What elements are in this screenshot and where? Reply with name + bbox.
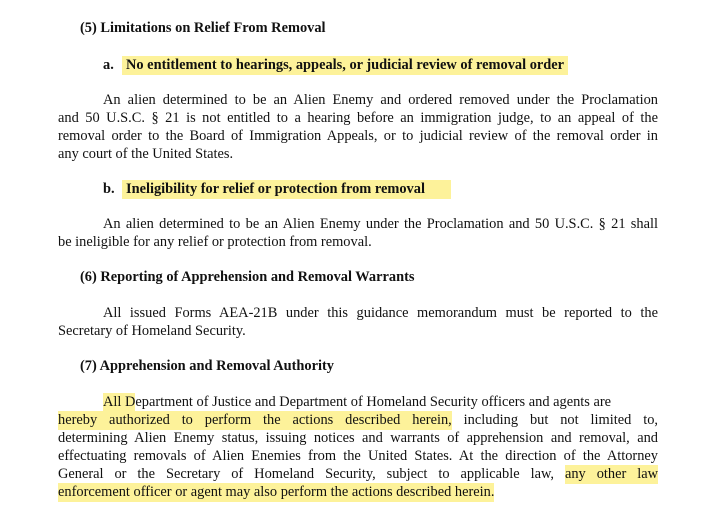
paragraph-6-line-2: Secretary of Homeland Security. — [58, 323, 246, 339]
paragraph-7-line-4: effectuating removals of Alien Enemies from the United States. At the direction of the Attorney — [58, 448, 658, 464]
highlighted-text: enforcement officer or agent may also perform the actions described herein. — [58, 484, 495, 500]
highlighted-text: any other law — [564, 466, 658, 482]
paragraph-7-line-5 — [58, 466, 658, 483]
paragraph-a-line-1: An alien determined to be an Alien Enemy and ordered removed under the Proclamation — [103, 92, 658, 108]
section-7-heading: (7) Apprehension and Removal Authority — [80, 358, 334, 374]
paragraph-6-line-1: All issued Forms AEA-21B under this guidance memorandum must be reported to the — [103, 305, 658, 321]
subsection-a-title — [126, 57, 568, 74]
paragraph-7-line-3: determining Alien Enemy status, issuing notices and warrants of apprehension and removal, and — [58, 430, 658, 446]
highlighted-text: No entitlement to hearings, appeals, or judicial review of removal order — [122, 56, 568, 75]
section-5-heading: (5) Limitations on Relief From Removal — [80, 20, 326, 36]
paragraph-b-line-2: be ineligible for any relief or protection from removal. — [58, 234, 372, 250]
subsection-a-label: a. — [103, 57, 114, 73]
plain-text: epartment of Justice and Department of Homeland Security officers and agents are — [135, 394, 612, 410]
paragraph-b-line-1: An alien determined to be an Alien Enemy under the Proclamation and 50 U.S.C. § 21 shall — [103, 216, 658, 232]
paragraph-7-line-1 — [103, 394, 658, 411]
subsection-b-title — [126, 181, 451, 198]
plain-text: including but not limited to, — [451, 412, 658, 428]
paragraph-7-line-2 — [58, 412, 658, 429]
subsection-b-label: b. — [103, 181, 115, 197]
plain-text: General or the Secretary of Homeland Security, subject to applicable law, — [58, 466, 565, 482]
paragraph-a-line-3: removal order to the Board of Immigration Appeals, or to judicial review of the removal order in — [58, 128, 658, 144]
paragraph-a-line-4: any court of the United States. — [58, 146, 234, 162]
paragraph-a-line-2: and 50 U.S.C. § 21 is not entitled to a hearing before an immigration judge, to an appeal of the — [58, 110, 658, 126]
highlighted-text: Ineligibility for relief or protection from removal — [122, 180, 451, 199]
paragraph-7-line-6 — [58, 484, 494, 501]
highlighted-text: All D — [103, 394, 136, 410]
highlighted-text: hereby authorized to perform the actions described herein, — [58, 412, 452, 428]
section-6-heading: (6) Reporting of Apprehension and Removal Warrants — [80, 269, 415, 285]
